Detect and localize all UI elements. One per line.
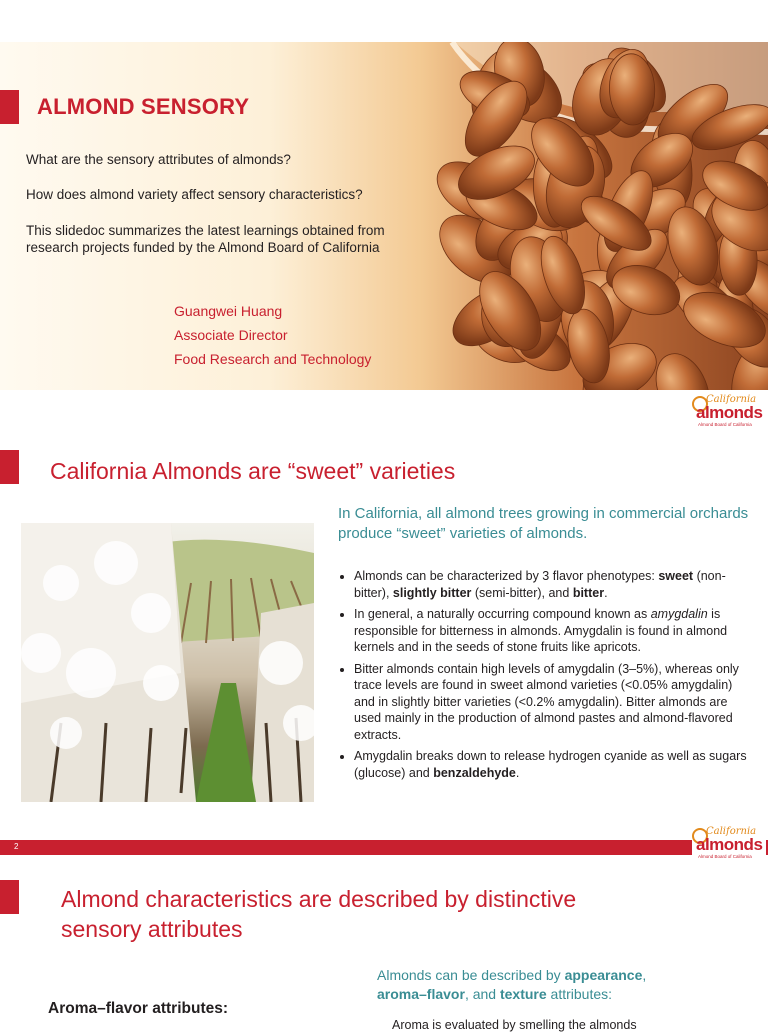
slide3-title: Almond characteristics are described by distinctive sensory attributes (61, 886, 577, 942)
aroma-flavor-heading: Aroma–flavor attributes: (48, 1000, 229, 1017)
title-marker (0, 90, 19, 124)
author-role: Associate Director (174, 327, 288, 343)
slide2-title: California Almonds are “sweet” varieties (50, 458, 456, 484)
aroma-text-cut: Aroma is evaluated by smelling the almonds (392, 1018, 637, 1032)
title-marker (0, 450, 19, 484)
cover-title: ALMOND SENSORY (37, 94, 250, 119)
california-almonds-logo: California almonds Almond Board of California (692, 394, 762, 428)
california-almonds-logo: California almonds Almond Board of California (692, 826, 766, 860)
slide2-bullets (338, 568, 754, 786)
summary-text: This slidedoc summarizes the latest learnings obtained from research projects funded by the Almond Board of California (26, 223, 385, 255)
slide2-lead: In California, all almond trees growing in commercial orchards produce “sweet” varieties of almonds. (338, 505, 749, 542)
slide-sweet-varieties (0, 418, 768, 858)
slide-sensory-attributes (0, 858, 768, 1032)
question-1: What are the sensory attributes of almonds? (26, 152, 291, 167)
author-dept: Food Research and Technology (174, 351, 372, 367)
page-number: 2 (14, 842, 19, 851)
bullet-breakdown: • Amygdalin breaks down to release hydrogen cyanide as well as sugars (glucose) and benzaldehyde. (354, 748, 754, 781)
bullet-phenotypes: • Almonds can be characterized by 3 flavor phenotypes: sweet (non-bitter), slightly bitter (semi-bitter), and bitter. (354, 568, 754, 601)
question-2: How does almond variety affect sensory characteristics? (26, 187, 363, 202)
author-name: Guangwei Huang (174, 303, 283, 319)
almond-shape (646, 346, 720, 390)
bullet-amygdalin: • In general, a naturally occurring compound known as amygdalin is responsible for bitterness in almonds. Amygdalin is found in almond kernels and in the seeds of stone fruits like apricots. (354, 606, 754, 656)
orchard-photo (21, 523, 314, 802)
slide-cover (0, 0, 768, 427)
top-band (0, 0, 768, 42)
bullet-levels: • Bitter almonds contain high levels of amygdalin (3–5%), whereas only trace levels are found in sweet almond varieties (<0.05% amygdalin) and in slightly bitter varieties (<0.2% amygdalin). Bitter almonds are used mainly in the production of almond pastes and almond-flavored extracts. (354, 661, 754, 744)
slide3-lead: Almonds can be described by appearance, aroma–flavor, and texture attributes: (377, 967, 647, 1002)
footer-bar (0, 840, 768, 855)
title-marker (0, 880, 19, 914)
